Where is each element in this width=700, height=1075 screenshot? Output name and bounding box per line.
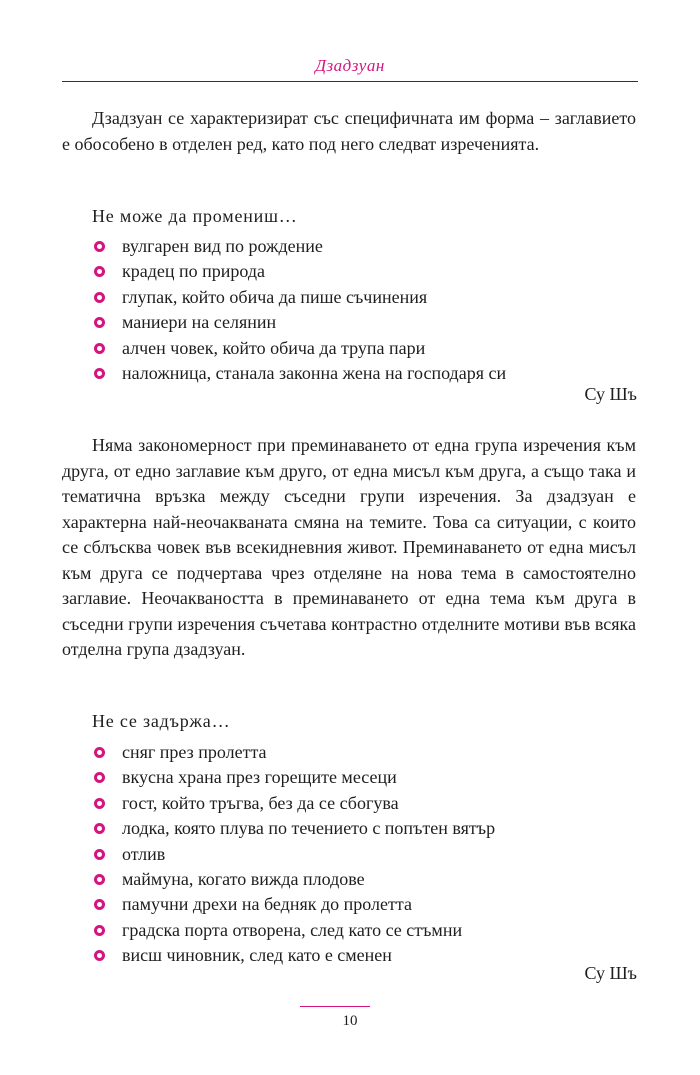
yin-yang-bullet-icon bbox=[94, 950, 105, 961]
group1-author: Су Шъ bbox=[584, 384, 637, 404]
group2-heading: Не се задържа… bbox=[92, 711, 231, 731]
list-item: сняг през пролетта bbox=[62, 740, 622, 765]
footer-divider bbox=[300, 1006, 370, 1007]
yin-yang-bullet-icon bbox=[94, 343, 105, 354]
list-item: крадец по природа bbox=[62, 259, 622, 284]
yin-yang-bullet-icon bbox=[94, 368, 105, 379]
yin-yang-bullet-icon bbox=[94, 823, 105, 834]
yin-yang-bullet-icon bbox=[94, 772, 105, 783]
list-item: наложница, станала законна жена на господаря си bbox=[62, 361, 622, 386]
group2-list bbox=[62, 740, 622, 969]
yin-yang-bullet-icon bbox=[94, 317, 105, 328]
list-item: висш чиновник, след като е сменен bbox=[62, 943, 622, 968]
list-item: вкусна храна през горещите месеци bbox=[62, 765, 622, 790]
yin-yang-bullet-icon bbox=[94, 899, 105, 910]
list-item: вулгарен вид по рождение bbox=[62, 234, 622, 259]
yin-yang-bullet-icon bbox=[94, 241, 105, 252]
page-number: 10 bbox=[342, 1013, 358, 1029]
yin-yang-bullet-icon bbox=[94, 747, 105, 758]
list-item: алчен човек, който обича да трупа пари bbox=[62, 336, 622, 361]
list-item: гост, който тръгва, без да се сбогува bbox=[62, 791, 622, 816]
list-item: глупак, който обича да пише съчинения bbox=[62, 285, 622, 310]
yin-yang-bullet-icon bbox=[94, 798, 105, 809]
group1-heading: Не може да промениш… bbox=[92, 206, 298, 226]
group1-list bbox=[62, 234, 622, 386]
intro-paragraph: Дзадзуан се характеризират със специфичната им форма – заглавието е обособено в отделен ред, като под него следват изреченията. bbox=[62, 108, 636, 154]
group2-author: Су Шъ bbox=[584, 963, 637, 983]
yin-yang-bullet-icon bbox=[94, 266, 105, 277]
list-item: маймуна, когато вижда плодове bbox=[62, 867, 622, 892]
running-header-title: Дзадзуан bbox=[315, 56, 385, 75]
list-item: отлив bbox=[62, 842, 622, 867]
list-item: лодка, която плува по течението с попътен вятър bbox=[62, 816, 622, 841]
middle-paragraph: Няма закономерност при преминаването от една група изречения към друга, от едно заглавие към друго, от една мисъл към друга, а също така и тематична връзка между съседни групи изречения. За дзадзуан е характерна най-неочакваната смяна на темите. Това са ситуации, с които се сблъсква човек във всекидневния живот. Преминаването от една мисъл към друга се подчертава чрез отделяне на нова тема в самостоятелно заглавие. Неочакваността в преминаването от една тема към друга в съседни групи изречения съчетава контрастно отделните мотиви във всяка отделна група дзадзуан. bbox=[62, 435, 636, 659]
yin-yang-bullet-icon bbox=[94, 292, 105, 303]
yin-yang-bullet-icon bbox=[94, 874, 105, 885]
list-item: маниери на селянин bbox=[62, 310, 622, 335]
yin-yang-bullet-icon bbox=[94, 849, 105, 860]
header-divider bbox=[62, 81, 638, 82]
list-item: памучни дрехи на бедняк до пролетта bbox=[62, 892, 622, 917]
list-item: градска порта отворена, след като се стъмни bbox=[62, 918, 622, 943]
yin-yang-bullet-icon bbox=[94, 925, 105, 936]
